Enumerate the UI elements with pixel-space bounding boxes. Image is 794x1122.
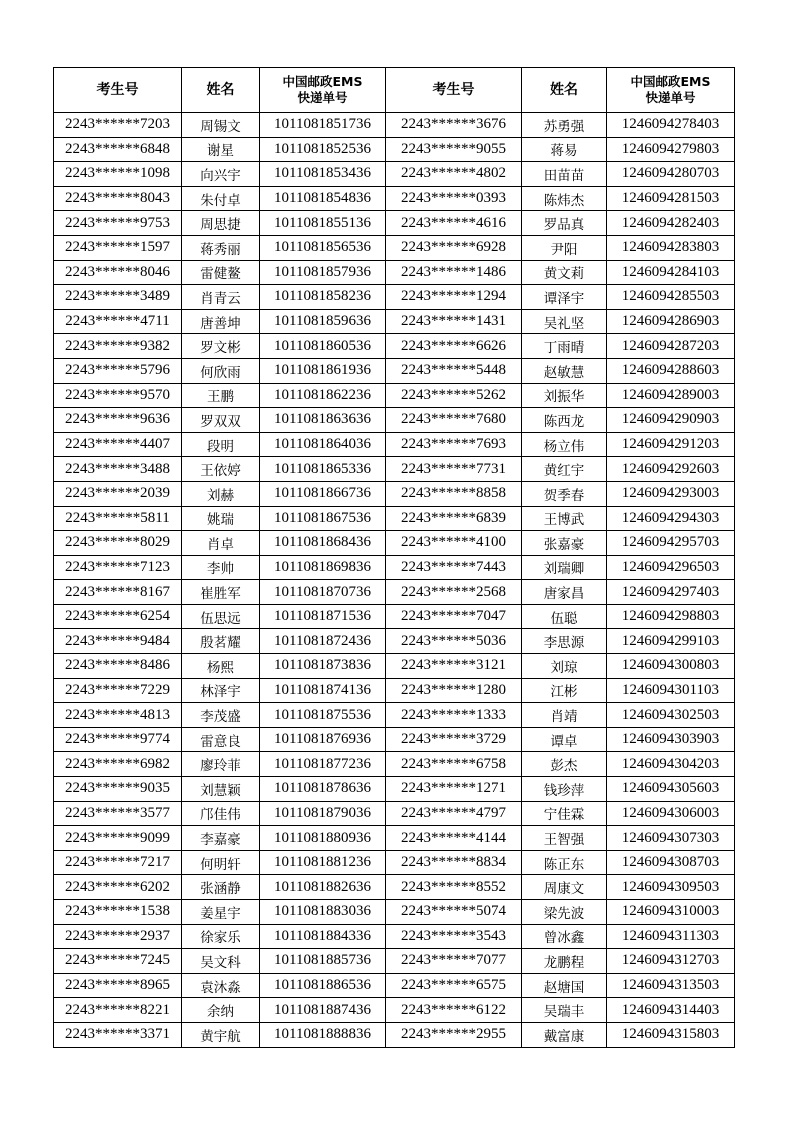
name-cell: 何明轩 [182,850,260,875]
exam-id-cell: 2243******4813 [54,703,182,728]
tracking-number-cell: 1011081868436 [260,531,386,556]
tracking-number-cell: 1011081879036 [260,801,386,826]
table-row [54,481,735,506]
tracking-number-cell: 1246094283803 [607,235,735,260]
exam-id-cell: 2243******7217 [54,850,182,875]
table-row [54,260,735,285]
exam-id-cell: 2243******8834 [386,850,522,875]
name-cell: 陈正东 [522,850,607,875]
table-row [54,998,735,1023]
name-cell: 林泽宇 [182,678,260,703]
table-body [54,113,735,1048]
exam-id-cell: 2243******5448 [386,358,522,383]
name-cell: 袁沐淼 [182,973,260,998]
tracking-number-cell: 1011081883036 [260,900,386,925]
name-cell: 张嘉豪 [522,531,607,556]
name-cell: 肖靖 [522,703,607,728]
tracking-number-cell: 1011081869836 [260,555,386,580]
name-cell: 谭泽宇 [522,285,607,310]
tracking-number-cell: 1011081858236 [260,285,386,310]
name-cell: 陈炜杰 [522,186,607,211]
name-cell: 邝佳伟 [182,801,260,826]
name-cell: 谭卓 [522,727,607,752]
exam-id-cell: 2243******3577 [54,801,182,826]
table-row [54,285,735,310]
exam-id-cell: 2243******3729 [386,727,522,752]
name-cell: 黄宇航 [182,1022,260,1047]
tracking-number-cell: 1246094285503 [607,285,735,310]
tracking-number-cell: 1011081871536 [260,604,386,629]
tracking-table [53,67,735,1048]
tracking-number-cell: 1246094314403 [607,998,735,1023]
tracking-number-cell: 1011081855136 [260,211,386,236]
exam-id-cell: 2243******8552 [386,875,522,900]
table-row [54,900,735,925]
tracking-number-cell: 1011081870736 [260,580,386,605]
table-row [54,383,735,408]
exam-id-cell: 2243******4616 [386,211,522,236]
exam-id-cell: 2243******1597 [54,235,182,260]
tracking-number-cell: 1246094300803 [607,654,735,679]
name-cell: 朱付卓 [182,186,260,211]
name-cell: 雷健鳌 [182,260,260,285]
exam-id-cell: 2243******1538 [54,900,182,925]
tracking-number-cell: 1246094280703 [607,162,735,187]
table-row [54,506,735,531]
table-row [54,211,735,236]
name-cell: 唐善坤 [182,309,260,334]
name-cell: 王依婷 [182,457,260,482]
tracking-number-cell: 1246094305603 [607,777,735,802]
tracking-number-cell: 1246094279803 [607,137,735,162]
name-cell: 王博武 [522,506,607,531]
tracking-number-cell: 1246094288603 [607,358,735,383]
table-row [54,186,735,211]
tracking-number-cell: 1011081854836 [260,186,386,211]
name-cell: 刘赫 [182,481,260,506]
exam-id-cell: 2243******8043 [54,186,182,211]
header-name-right: 姓名 [522,68,607,113]
tracking-number-cell: 1011081876936 [260,727,386,752]
table-row [54,826,735,851]
name-cell: 蒋易 [522,137,607,162]
name-cell: 余纳 [182,998,260,1023]
tracking-number-cell: 1011081875536 [260,703,386,728]
tracking-number-cell: 1246094303903 [607,727,735,752]
exam-id-cell: 2243******4802 [386,162,522,187]
exam-id-cell: 2243******3489 [54,285,182,310]
exam-id-cell: 2243******6839 [386,506,522,531]
name-cell: 刘瑞卿 [522,555,607,580]
name-cell: 吴文科 [182,949,260,974]
name-cell: 钱珍萍 [522,777,607,802]
name-cell: 张涵静 [182,875,260,900]
name-cell: 苏勇强 [522,113,607,138]
tracking-number-cell: 1011081851736 [260,113,386,138]
header-exam-id-right: 考生号 [386,68,522,113]
tracking-number-cell: 1011081882636 [260,875,386,900]
name-cell: 姚瑞 [182,506,260,531]
exam-id-cell: 2243******7047 [386,604,522,629]
name-cell: 戴富康 [522,1022,607,1047]
tracking-number-cell: 1011081873836 [260,654,386,679]
exam-id-cell: 2243******7731 [386,457,522,482]
exam-id-cell: 2243******3121 [386,654,522,679]
tracking-number-cell: 1246094290903 [607,408,735,433]
exam-id-cell: 2243******1431 [386,309,522,334]
table-row [54,875,735,900]
name-cell: 吴瑞丰 [522,998,607,1023]
table-row [54,703,735,728]
tracking-number-cell: 1011081888836 [260,1022,386,1047]
header-tracking-line1: 中国邮政EMS [630,74,711,89]
name-cell: 王鹏 [182,383,260,408]
header-tracking-line2: 快递单号 [645,90,696,105]
exam-id-cell: 2243******8965 [54,973,182,998]
table-row [54,432,735,457]
exam-id-cell: 2243******6928 [386,235,522,260]
name-cell: 王智强 [522,826,607,851]
exam-id-cell: 2243******4100 [386,531,522,556]
name-cell: 曾冰鑫 [522,924,607,949]
name-cell: 姜星宇 [182,900,260,925]
exam-id-cell: 2243******2937 [54,924,182,949]
table-row [54,457,735,482]
name-cell: 尹阳 [522,235,607,260]
table-row [54,850,735,875]
exam-id-cell: 2243******6202 [54,875,182,900]
exam-id-cell: 2243******1486 [386,260,522,285]
tracking-number-cell: 1246094315803 [607,1022,735,1047]
tracking-number-cell: 1246094291203 [607,432,735,457]
header-exam-id-left: 考生号 [54,68,182,113]
tracking-number-cell: 1246094313503 [607,973,735,998]
name-cell: 周锡文 [182,113,260,138]
tracking-number-cell: 1011081874136 [260,678,386,703]
exam-id-cell: 2243******7680 [386,408,522,433]
header-tracking-left [260,68,386,113]
exam-id-cell: 2243******9570 [54,383,182,408]
tracking-number-cell: 1011081861936 [260,358,386,383]
exam-id-cell: 2243******2955 [386,1022,522,1047]
exam-id-cell: 2243******6575 [386,973,522,998]
name-cell: 江彬 [522,678,607,703]
name-cell: 周思捷 [182,211,260,236]
table-row [54,752,735,777]
name-cell: 崔胜军 [182,580,260,605]
tracking-number-cell: 1246094304203 [607,752,735,777]
table-row [54,654,735,679]
name-cell: 黄红宇 [522,457,607,482]
header-tracking-line1: 中国邮政EMS [282,74,363,89]
exam-id-cell: 2243******6982 [54,752,182,777]
tracking-number-cell: 1011081877236 [260,752,386,777]
exam-id-cell: 2243******9035 [54,777,182,802]
tracking-number-cell: 1246094298803 [607,604,735,629]
name-cell: 赵塘国 [522,973,607,998]
table-row [54,801,735,826]
tracking-number-cell: 1246094292603 [607,457,735,482]
name-cell: 廖玲菲 [182,752,260,777]
table-row [54,580,735,605]
table-row [54,629,735,654]
tracking-number-cell: 1246094308703 [607,850,735,875]
exam-id-cell: 2243******7123 [54,555,182,580]
name-cell: 贺季春 [522,481,607,506]
name-cell: 徐家乐 [182,924,260,949]
name-cell: 周康文 [522,875,607,900]
exam-id-cell: 2243******1271 [386,777,522,802]
exam-id-cell: 2243******7443 [386,555,522,580]
name-cell: 吴礼坚 [522,309,607,334]
name-cell: 唐家昌 [522,580,607,605]
name-cell: 李思源 [522,629,607,654]
exam-id-cell: 2243******9774 [54,727,182,752]
name-cell: 罗双双 [182,408,260,433]
exam-id-cell: 2243******7245 [54,949,182,974]
table-row [54,949,735,974]
tracking-number-cell: 1246094287203 [607,334,735,359]
exam-id-cell: 2243******7203 [54,113,182,138]
exam-id-cell: 2243******8221 [54,998,182,1023]
exam-id-cell: 2243******8029 [54,531,182,556]
table-row [54,531,735,556]
tracking-number-cell: 1011081857936 [260,260,386,285]
exam-id-cell: 2243******6254 [54,604,182,629]
tracking-number-cell: 1011081863636 [260,408,386,433]
exam-id-cell: 2243******5262 [386,383,522,408]
name-cell: 黄文莉 [522,260,607,285]
name-cell: 丁雨晴 [522,334,607,359]
tracking-number-cell: 1246094281503 [607,186,735,211]
name-cell: 伍思远 [182,604,260,629]
exam-id-cell: 2243******8486 [54,654,182,679]
name-cell: 殷茗耀 [182,629,260,654]
name-cell: 田苗苗 [522,162,607,187]
name-cell: 龙鹏程 [522,949,607,974]
exam-id-cell: 2243******1294 [386,285,522,310]
tracking-number-cell: 1246094311303 [607,924,735,949]
name-cell: 宁佳霖 [522,801,607,826]
name-cell: 肖卓 [182,531,260,556]
exam-id-cell: 2243******1098 [54,162,182,187]
exam-id-cell: 2243******9055 [386,137,522,162]
table-row [54,358,735,383]
table-row [54,113,735,138]
tracking-number-cell: 1011081864036 [260,432,386,457]
exam-id-cell: 2243******2039 [54,481,182,506]
header-name-left: 姓名 [182,68,260,113]
exam-id-cell: 2243******4407 [54,432,182,457]
tracking-number-cell: 1011081867536 [260,506,386,531]
tracking-number-cell: 1246094289003 [607,383,735,408]
tracking-number-cell: 1011081860536 [260,334,386,359]
name-cell: 彭杰 [522,752,607,777]
name-cell: 梁先波 [522,900,607,925]
exam-id-cell: 2243******3371 [54,1022,182,1047]
table-row [54,408,735,433]
table-row [54,309,735,334]
exam-id-cell: 2243******6626 [386,334,522,359]
tracking-number-cell: 1011081862236 [260,383,386,408]
exam-id-cell: 2243******8167 [54,580,182,605]
exam-id-cell: 2243******3676 [386,113,522,138]
name-cell: 向兴宇 [182,162,260,187]
name-cell: 罗文彬 [182,334,260,359]
table-row [54,604,735,629]
name-cell: 谢星 [182,137,260,162]
name-cell: 杨立伟 [522,432,607,457]
exam-id-cell: 2243******9099 [54,826,182,851]
name-cell: 杨熙 [182,654,260,679]
name-cell: 李帅 [182,555,260,580]
header-tracking-line2: 快递单号 [297,90,348,105]
tracking-number-cell: 1246094309503 [607,875,735,900]
tracking-number-cell: 1246094310003 [607,900,735,925]
name-cell: 罗品真 [522,211,607,236]
exam-id-cell: 2243******5811 [54,506,182,531]
tracking-number-cell: 1011081880936 [260,826,386,851]
tracking-number-cell: 1246094284103 [607,260,735,285]
exam-id-cell: 2243******4797 [386,801,522,826]
exam-id-cell: 2243******3543 [386,924,522,949]
tracking-number-cell: 1011081878636 [260,777,386,802]
name-cell: 李嘉豪 [182,826,260,851]
exam-id-cell: 2243******4144 [386,826,522,851]
tracking-number-cell: 1011081872436 [260,629,386,654]
tracking-number-cell: 1011081881236 [260,850,386,875]
exam-id-cell: 2243******8046 [54,260,182,285]
tracking-number-cell: 1246094278403 [607,113,735,138]
exam-id-cell: 2243******9753 [54,211,182,236]
tracking-number-cell: 1011081866736 [260,481,386,506]
exam-id-cell: 2243******5036 [386,629,522,654]
name-cell: 雷意良 [182,727,260,752]
tracking-number-cell: 1246094301103 [607,678,735,703]
tracking-number-cell: 1246094306003 [607,801,735,826]
table-row [54,137,735,162]
tracking-number-cell: 1246094299103 [607,629,735,654]
table-row [54,555,735,580]
tracking-number-cell: 1246094295703 [607,531,735,556]
tracking-number-cell: 1011081856536 [260,235,386,260]
name-cell: 何欣雨 [182,358,260,383]
tracking-number-cell: 1246094302503 [607,703,735,728]
exam-id-cell: 2243******2568 [386,580,522,605]
tracking-number-cell: 1246094296503 [607,555,735,580]
exam-id-cell: 2243******1280 [386,678,522,703]
name-cell: 伍聪 [522,604,607,629]
name-cell: 段明 [182,432,260,457]
table-row [54,924,735,949]
table-row [54,727,735,752]
tracking-number-cell: 1011081852536 [260,137,386,162]
exam-id-cell: 2243******9636 [54,408,182,433]
table-row [54,162,735,187]
name-cell: 赵敏慧 [522,358,607,383]
table-row [54,777,735,802]
tracking-number-cell: 1011081859636 [260,309,386,334]
exam-id-cell: 2243******7077 [386,949,522,974]
tracking-number-cell: 1246094293003 [607,481,735,506]
name-cell: 刘慧颖 [182,777,260,802]
tracking-number-cell: 1011081884336 [260,924,386,949]
table-row [54,334,735,359]
tracking-number-cell: 1011081853436 [260,162,386,187]
name-cell: 刘琼 [522,654,607,679]
name-cell: 蒋秀丽 [182,235,260,260]
tracking-number-cell: 1011081885736 [260,949,386,974]
name-cell: 陈西龙 [522,408,607,433]
exam-id-cell: 2243******9484 [54,629,182,654]
exam-id-cell: 2243******6122 [386,998,522,1023]
exam-id-cell: 2243******6758 [386,752,522,777]
name-cell: 李茂盛 [182,703,260,728]
tracking-number-cell: 1011081887436 [260,998,386,1023]
header-tracking-right [607,68,735,113]
tracking-number-cell: 1246094282403 [607,211,735,236]
tracking-number-cell: 1246094297403 [607,580,735,605]
tracking-number-cell: 1246094307303 [607,826,735,851]
exam-id-cell: 2243******7693 [386,432,522,457]
table-row [54,235,735,260]
table-row [54,678,735,703]
exam-id-cell: 2243******5074 [386,900,522,925]
exam-id-cell: 2243******8858 [386,481,522,506]
table-row [54,973,735,998]
exam-id-cell: 2243******9382 [54,334,182,359]
header-row [54,68,735,113]
exam-id-cell: 2243******7229 [54,678,182,703]
exam-id-cell: 2243******1333 [386,703,522,728]
exam-id-cell: 2243******5796 [54,358,182,383]
name-cell: 刘振华 [522,383,607,408]
exam-id-cell: 2243******4711 [54,309,182,334]
tracking-number-cell: 1246094286903 [607,309,735,334]
exam-id-cell: 2243******3488 [54,457,182,482]
tracking-number-cell: 1246094312703 [607,949,735,974]
exam-id-cell: 2243******0393 [386,186,522,211]
name-cell: 肖青云 [182,285,260,310]
tracking-number-cell: 1011081886536 [260,973,386,998]
tracking-number-cell: 1246094294303 [607,506,735,531]
exam-id-cell: 2243******6848 [54,137,182,162]
tracking-number-cell: 1011081865336 [260,457,386,482]
table-row [54,1022,735,1047]
